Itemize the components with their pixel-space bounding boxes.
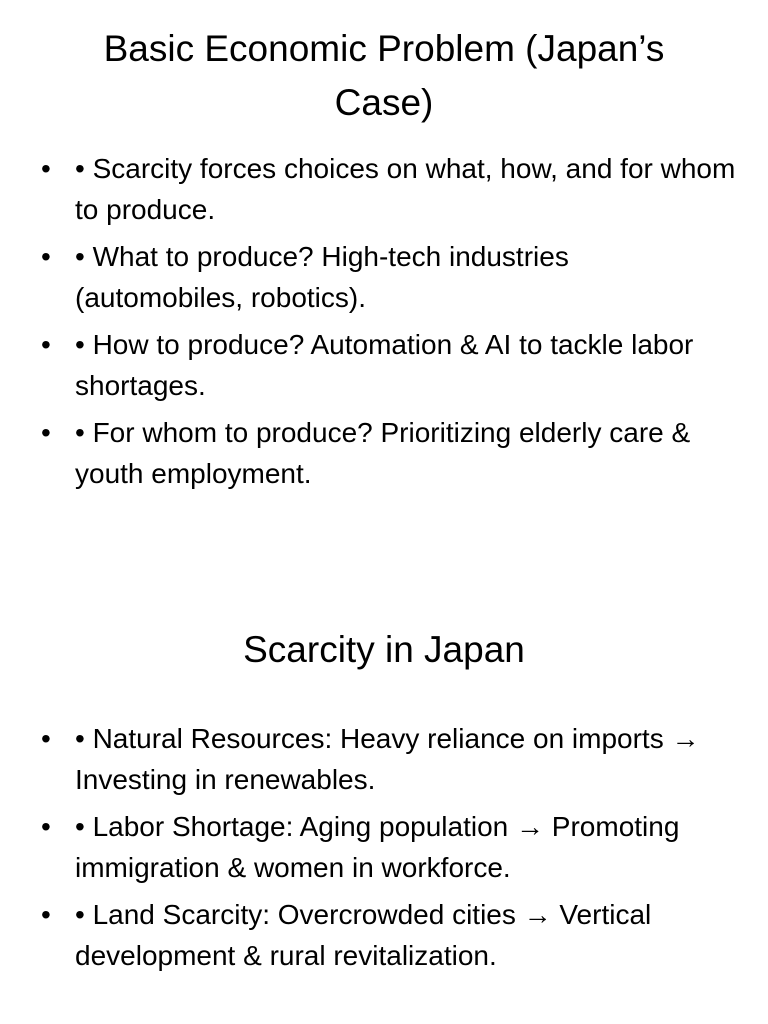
list-item [0,718,768,800]
bullet-list [0,148,768,494]
list-item [0,324,768,406]
slide-title: Scarcity in Japan [243,629,525,670]
bullet-marker: • [41,811,51,842]
bullet-text: • What to produce? High-tech industries (automobiles, robotics). [75,241,569,313]
bullet-text: • For whom to produce? Prioritizing elderly care & youth employment. [75,417,691,489]
bullet-text: • Land Scarcity: Overcrowded cities → Vertical development & rural revitalization. [75,899,652,971]
bullet-text: • Scarcity forces choices on what, how, and for whom to produce. [75,153,736,225]
list-item [0,148,768,230]
bullet-marker: • [41,241,51,272]
slide-scarcity-in-japan [0,620,768,982]
list-item [0,806,768,888]
bullet-list [0,718,768,976]
bullet-text: • Natural Resources: Heavy reliance on imports → Investing in renewables. [75,723,700,795]
bullet-marker: • [41,329,51,360]
list-item [0,894,768,976]
bullet-text: • Labor Shortage: Aging population → Promoting immigration & women in workforce. [75,811,680,883]
list-item [0,236,768,318]
bullet-text: • How to produce? Automation & AI to tackle labor shortages. [75,329,694,401]
bullet-marker: • [41,153,51,184]
bullet-marker: • [41,417,51,448]
bullet-marker: • [41,899,51,930]
list-item [0,412,768,494]
slide-title: Basic Economic Problem (Japan’s Case) [103,28,665,123]
bullet-marker: • [41,723,51,754]
slide-basic-economic-problem [0,0,768,500]
